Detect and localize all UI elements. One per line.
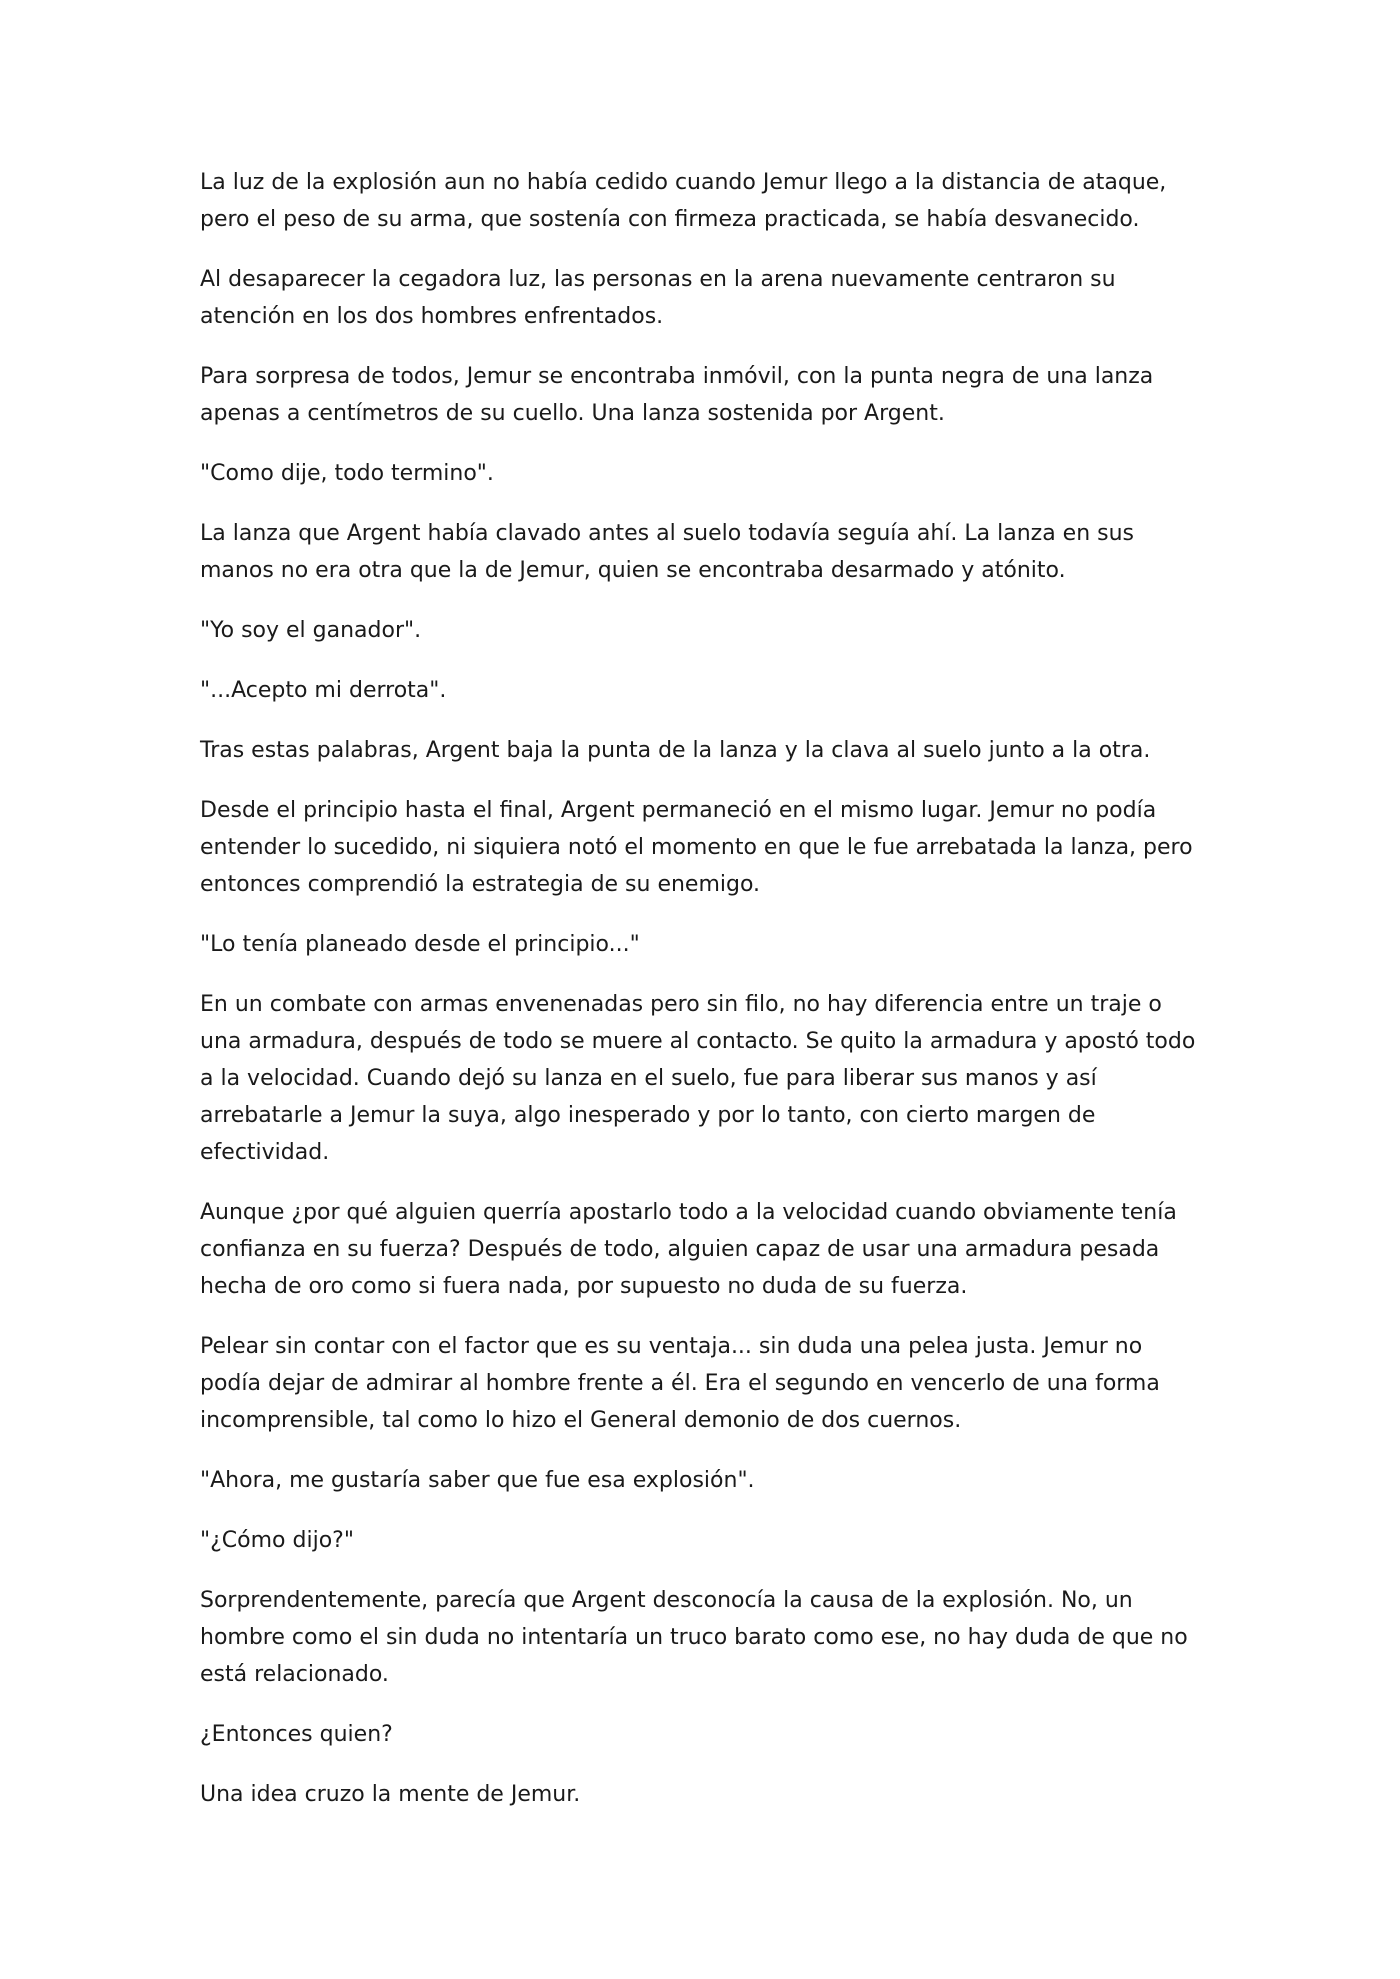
paragraph: "Como dije, todo termino". [200, 461, 494, 486]
paragraph: ¿Entonces quien? [200, 1722, 393, 1747]
paragraph: "Yo soy el ganador". [200, 618, 422, 643]
paragraph: Una idea cruzo la mente de Jemur. [200, 1782, 581, 1807]
paragraph: En un combate con armas envenenadas pero sin filo, no hay diferencia entre un traje o una armadura, después de todo se muere al contacto. Se quito la armadura y apostó todo a la velocidad. Cuando dejó su lanza en el suelo, fue para liberar sus manos y así arrebatarle a Jemur la suya, algo inesperado y por lo tanto, con cierto margen de efectividad. [200, 992, 1196, 1165]
paragraph: Sorprendentemente, parecía que Argent desconocía la causa de la explosión. No, un hombre como el sin duda no intentaría un truco barato como ese, no hay duda de que no está relacionado. [200, 1588, 1188, 1687]
paragraph: "¿Cómo dijo?" [200, 1528, 354, 1553]
paragraph: Desde el principio hasta el final, Argent permaneció en el mismo lugar. Jemur no podía entender lo sucedido, ni siquiera notó el momento en que le fue arrebatada la lanza, pero entonces comprendió la estrategia de su enemigo. [200, 798, 1193, 897]
paragraph: Tras estas palabras, Argent baja la punta de la lanza y la clava al suelo junto a la otra. [200, 738, 1151, 763]
paragraph: Pelear sin contar con el factor que es su ventaja... sin duda una pelea justa. Jemur no podía dejar de admirar al hombre frente a él. Era el segundo en vencerlo de una forma incomprensible, tal como lo hizo el General demonio de dos cuernos. [200, 1334, 1160, 1433]
paragraph: "Ahora, me gustaría saber que fue esa explosión". [200, 1468, 755, 1493]
document-body [200, 164, 1205, 1836]
paragraph: La lanza que Argent había clavado antes al suelo todavía seguía ahí. La lanza en sus manos no era otra que la de Jemur, quien se encontraba desarmado y atónito. [200, 521, 1135, 583]
paragraph: "Lo tenía planeado desde el principio..." [200, 932, 640, 957]
paragraph: Para sorpresa de todos, Jemur se encontraba inmóvil, con la punta negra de una lanza apenas a centímetros de su cuello. Una lanza sostenida por Argent. [200, 364, 1154, 426]
paragraph: La luz de la explosión aun no había cedido cuando Jemur llego a la distancia de ataque, pero el peso de su arma, que sostenía con firmeza practicada, se había desvanecido. [200, 170, 1167, 232]
paragraph: Aunque ¿por qué alguien querría apostarlo todo a la velocidad cuando obviamente tenía confianza en su fuerza? Después de todo, alguien capaz de usar una armadura pesada hecha de oro como si fuera nada, por supuesto no duda de su fuerza. [200, 1200, 1177, 1299]
paragraph: Al desaparecer la cegadora luz, las personas en la arena nuevamente centraron su atención en los dos hombres enfrentados. [200, 267, 1116, 329]
paragraph: "...Acepto mi derrota". [200, 678, 447, 703]
